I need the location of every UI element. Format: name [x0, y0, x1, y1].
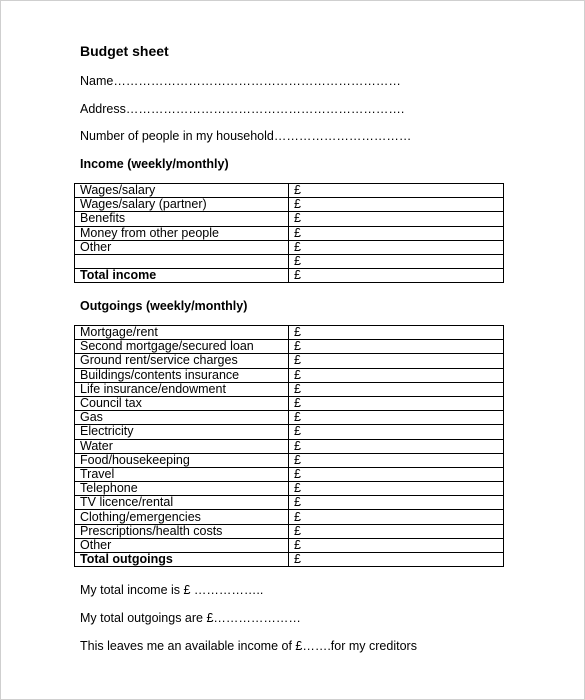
row-label: Gas [75, 411, 289, 425]
table-row [75, 482, 504, 496]
table-row [75, 510, 504, 524]
row-label [75, 254, 289, 268]
table-row [75, 340, 504, 354]
amount-cell[interactable]: £ [289, 482, 504, 496]
amount-cell[interactable]: £ [289, 510, 504, 524]
row-label: Life insurance/endowment [75, 382, 289, 396]
outgoings-total-label: Total outgoings [75, 553, 289, 567]
page-title: Budget sheet [80, 43, 169, 59]
summary-total-outgoings[interactable]: My total outgoings are £………………… [80, 611, 301, 625]
income-table [74, 183, 504, 283]
row-label: Water [75, 439, 289, 453]
amount-cell[interactable]: £ [289, 411, 504, 425]
amount-cell[interactable]: £ [289, 538, 504, 552]
row-label: Travel [75, 467, 289, 481]
table-row [75, 439, 504, 453]
table-row [75, 467, 504, 481]
table-row [75, 198, 504, 212]
outgoings-heading: Outgoings (weekly/monthly) [80, 299, 248, 313]
table-row [75, 326, 504, 340]
income-total-label: Total income [75, 269, 289, 283]
row-label: Clothing/emergencies [75, 510, 289, 524]
row-label: Money from other people [75, 226, 289, 240]
table-row [75, 425, 504, 439]
table-row [75, 396, 504, 410]
amount-cell[interactable]: £ [289, 184, 504, 198]
amount-cell[interactable]: £ [289, 326, 504, 340]
household-field[interactable]: Number of people in my household…………………………… [80, 129, 412, 143]
table-row [75, 524, 504, 538]
table-row [75, 382, 504, 396]
table-row [75, 354, 504, 368]
amount-cell[interactable]: £ [289, 368, 504, 382]
table-row [75, 254, 504, 268]
amount-cell[interactable]: £ [289, 198, 504, 212]
table-row [75, 212, 504, 226]
name-field[interactable]: Name…………………………………………………………… [80, 74, 401, 88]
income-heading: Income (weekly/monthly) [80, 157, 229, 171]
amount-cell[interactable]: £ [289, 496, 504, 510]
outgoings-table [74, 325, 504, 567]
income-total-row [75, 269, 504, 283]
amount-cell[interactable]: £ [289, 254, 504, 268]
row-label: Food/housekeeping [75, 453, 289, 467]
summary-total-income[interactable]: My total income is £ …………….. [80, 583, 264, 597]
row-label: Council tax [75, 396, 289, 410]
amount-cell[interactable]: £ [289, 396, 504, 410]
amount-cell[interactable]: £ [289, 467, 504, 481]
row-label: Telephone [75, 482, 289, 496]
row-label: Wages/salary (partner) [75, 198, 289, 212]
row-label: Prescriptions/health costs [75, 524, 289, 538]
outgoings-total-amount[interactable]: £ [289, 553, 504, 567]
amount-cell[interactable]: £ [289, 340, 504, 354]
amount-cell[interactable]: £ [289, 524, 504, 538]
row-label: Benefits [75, 212, 289, 226]
amount-cell[interactable]: £ [289, 453, 504, 467]
table-row [75, 184, 504, 198]
table-row [75, 496, 504, 510]
amount-cell[interactable]: £ [289, 212, 504, 226]
table-row [75, 240, 504, 254]
amount-cell[interactable]: £ [289, 240, 504, 254]
row-label: Other [75, 538, 289, 552]
row-label: Second mortgage/secured loan [75, 340, 289, 354]
amount-cell[interactable]: £ [289, 439, 504, 453]
table-row [75, 453, 504, 467]
amount-cell[interactable]: £ [289, 354, 504, 368]
table-row [75, 411, 504, 425]
row-label: TV licence/rental [75, 496, 289, 510]
row-label: Buildings/contents insurance [75, 368, 289, 382]
table-row [75, 226, 504, 240]
amount-cell[interactable]: £ [289, 382, 504, 396]
amount-cell[interactable]: £ [289, 226, 504, 240]
row-label: Other [75, 240, 289, 254]
address-field[interactable]: Address…………………………………………………………. [80, 102, 405, 116]
row-label: Wages/salary [75, 184, 289, 198]
summary-available-income[interactable]: This leaves me an available income of £…….for my creditors [80, 639, 417, 653]
row-label: Electricity [75, 425, 289, 439]
amount-cell[interactable]: £ [289, 425, 504, 439]
table-row [75, 368, 504, 382]
outgoings-total-row [75, 553, 504, 567]
table-row [75, 538, 504, 552]
row-label: Mortgage/rent [75, 326, 289, 340]
income-total-amount[interactable]: £ [289, 269, 504, 283]
row-label: Ground rent/service charges [75, 354, 289, 368]
